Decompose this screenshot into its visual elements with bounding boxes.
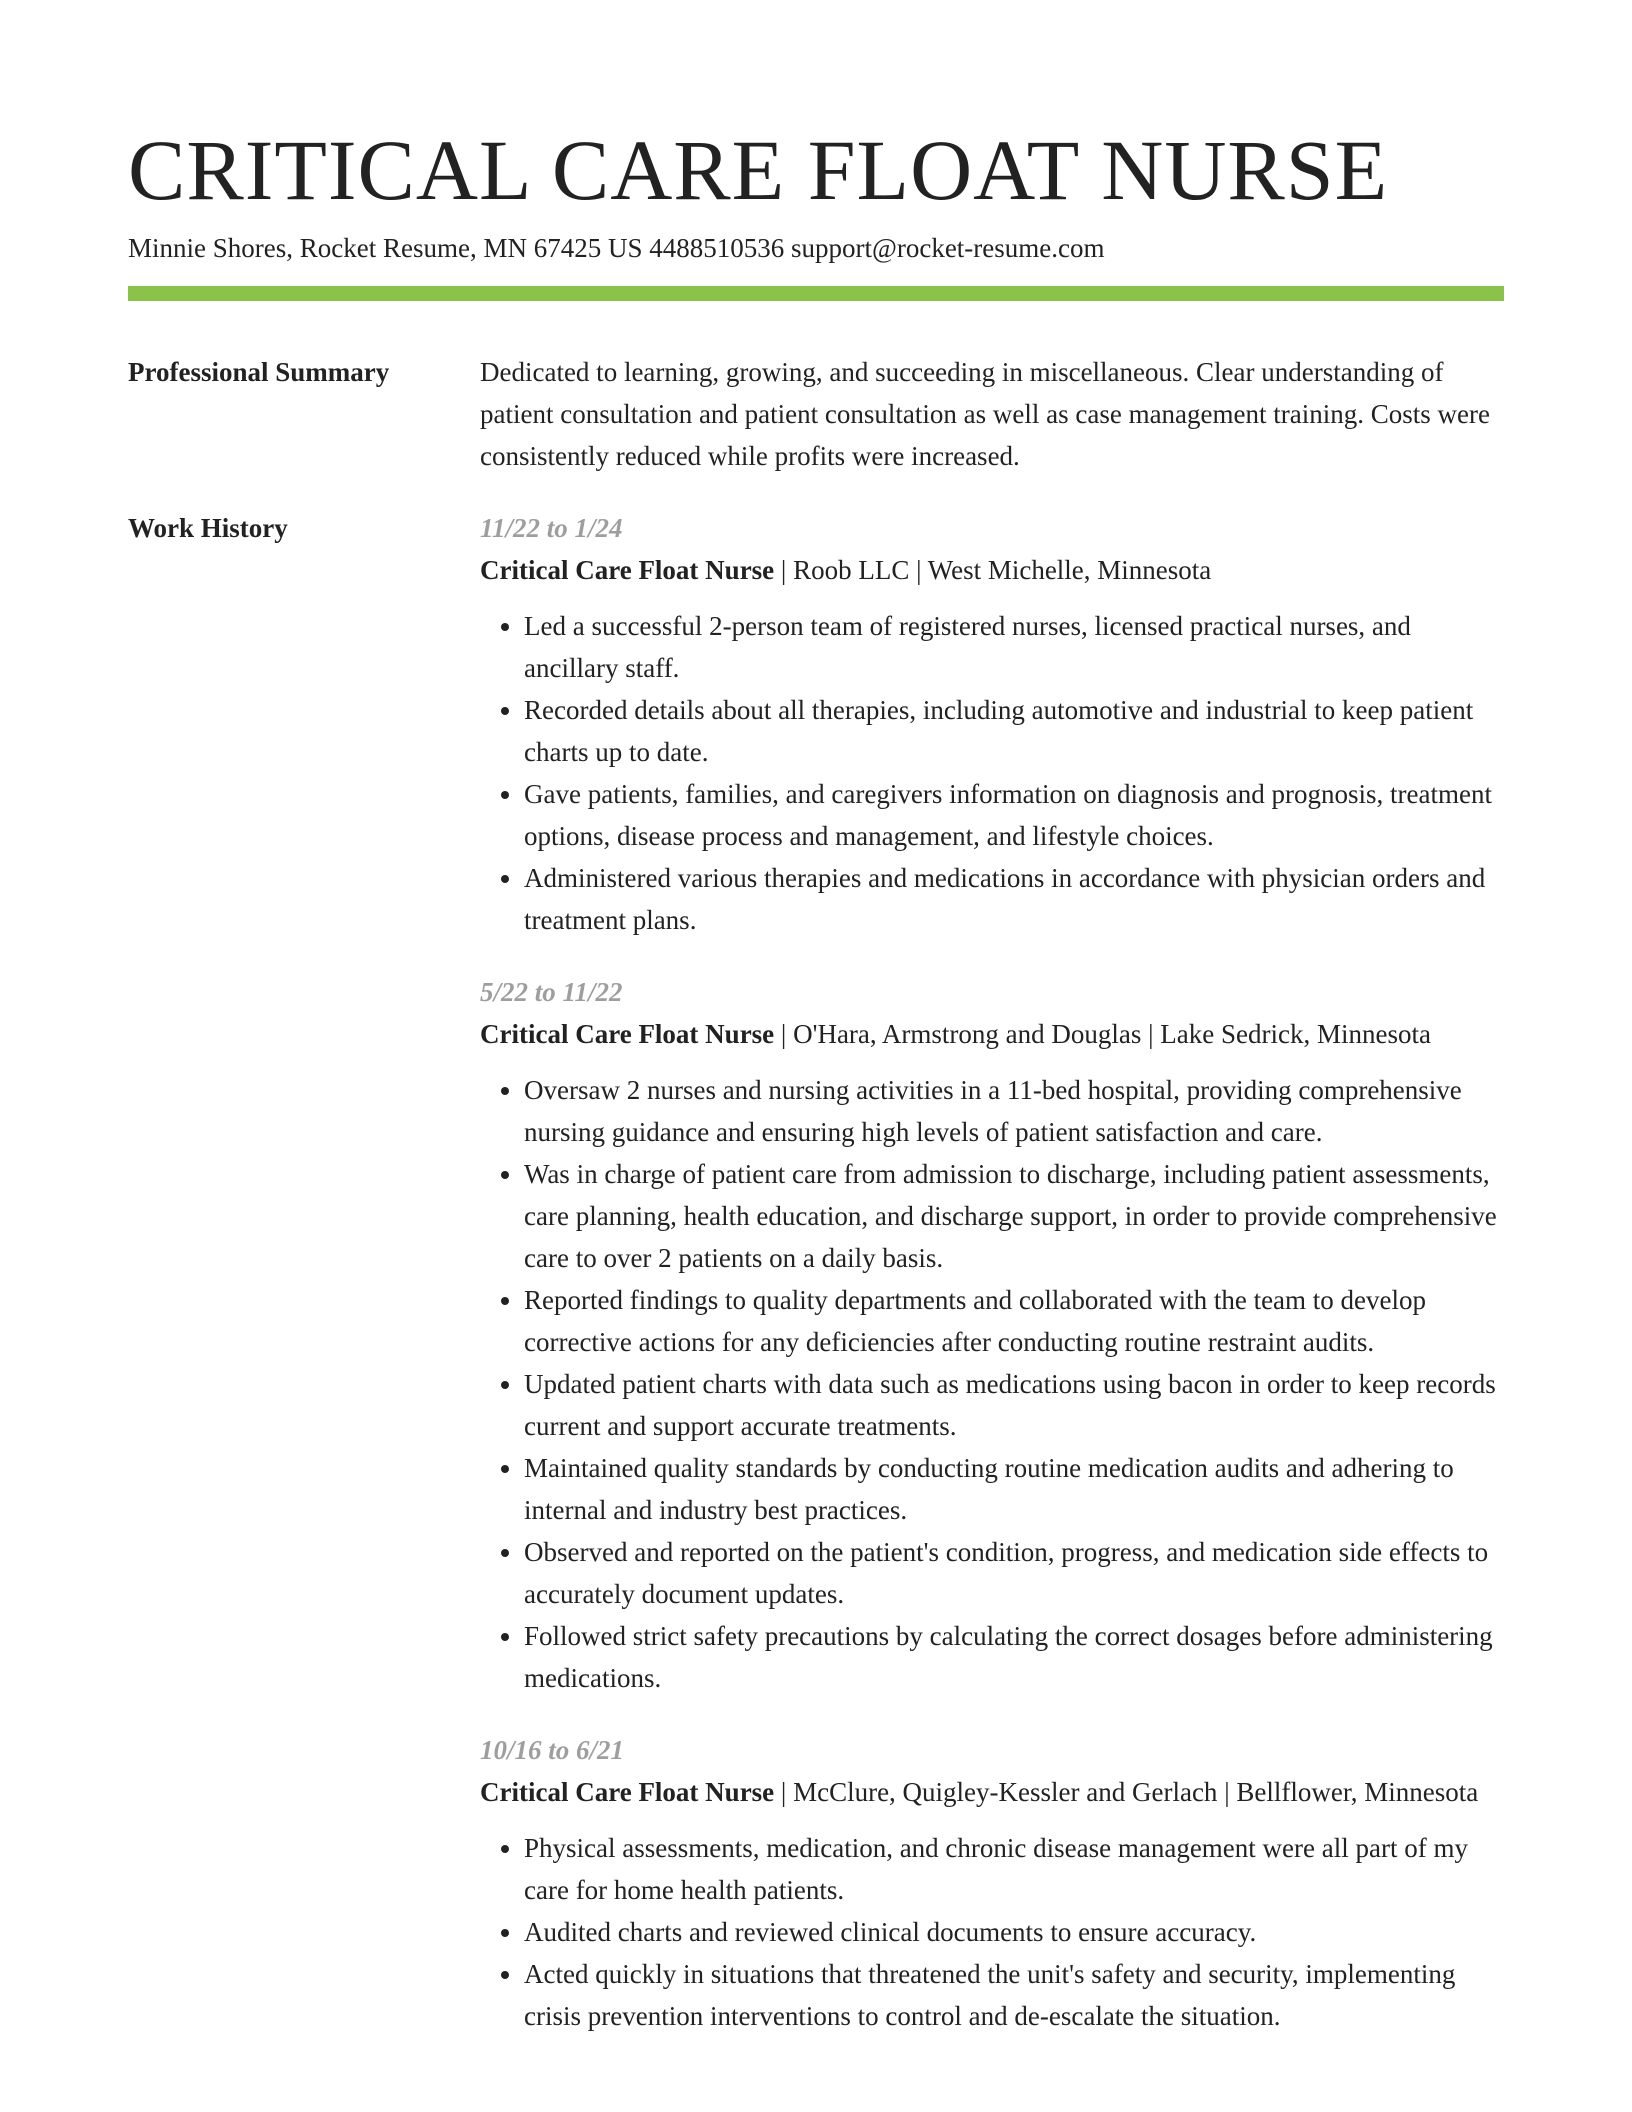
- job-location: Lake Sedrick, Minnesota: [1160, 1019, 1431, 1049]
- job-bullet: • Was in charge of patient care from admission to discharge, including patient assessments, care planning, health education, and discharge support, in order to provide comprehensive care to over 2 patients on a daily basis.: [524, 1153, 1504, 1279]
- job-company: O'Hara, Armstrong and Douglas: [793, 1019, 1142, 1049]
- resume-title: CRITICAL CARE FLOAT NURSE: [128, 122, 1389, 218]
- separator: |: [909, 555, 928, 585]
- summary-body: [480, 351, 1504, 477]
- job-heading: [480, 549, 1504, 591]
- job-bullet: • Reported findings to quality departments and collaborated with the team to develop corrective actions for any deficiencies after conducting routine restraint audits.: [524, 1279, 1504, 1363]
- job-bullet: • Oversaw 2 nurses and nursing activities in a 11-bed hospital, providing comprehensive nursing guidance and ensuring high levels of patient satisfaction and care.: [524, 1069, 1504, 1153]
- job-bullet: • Maintained quality standards by conducting routine medication audits and adhering to internal and industry best practices.: [524, 1447, 1504, 1531]
- accent-divider: [128, 286, 1504, 301]
- job-dates: 5/22 to 11/22: [480, 977, 623, 1007]
- job-bullet: • Acted quickly in situations that threatened the unit's safety and security, implementing crisis prevention interventions to control and de-escalate the situation.: [524, 1953, 1504, 2037]
- job-bullet: • Gave patients, families, and caregivers information on diagnosis and prognosis, treatment options, disease process and management, and lifestyle choices.: [524, 773, 1504, 857]
- job-entry: [480, 507, 1504, 941]
- separator: |: [1141, 1019, 1161, 1049]
- job-dates: 10/16 to 6/21: [480, 1735, 625, 1765]
- work-history-section: [128, 507, 1504, 2067]
- job-location: West Michelle, Minnesota: [927, 555, 1212, 585]
- job-bullet: • Updated patient charts with data such as medications using bacon in order to keep records current and support accurate treatments.: [524, 1363, 1504, 1447]
- separator: |: [1217, 1777, 1237, 1807]
- section-label-work-history: Work History: [128, 513, 288, 543]
- job-title: Critical Care Float Nurse: [480, 1777, 775, 1807]
- job-bullet: • Administered various therapies and medications in accordance with physician orders and treatment plans.: [524, 857, 1504, 941]
- job-bullet: • Led a successful 2-person team of registered nurses, licensed practical nurses, and ancillary staff.: [524, 605, 1504, 689]
- job-bullet: • Recorded details about all therapies, including automotive and industrial to keep patient charts up to date.: [524, 689, 1504, 773]
- job-company: Roob LLC: [793, 555, 910, 585]
- job-company: McClure, Quigley-Kessler and Gerlach: [793, 1777, 1218, 1807]
- job-title: Critical Care Float Nurse: [480, 1019, 775, 1049]
- job-bullet: • Physical assessments, medication, and chronic disease management were all part of my care for home health patients.: [524, 1827, 1504, 1911]
- job-heading: [480, 1013, 1504, 1055]
- job-bullet-list: [480, 1069, 1504, 1699]
- job-dates: 11/22 to 1/24: [480, 513, 623, 543]
- job-bullet: • Audited charts and reviewed clinical documents to ensure accuracy.: [524, 1911, 1504, 1953]
- job-bullet-list: [480, 1827, 1504, 2037]
- job-entry: [480, 971, 1504, 1699]
- separator: |: [774, 555, 794, 585]
- work-history-body: [480, 507, 1504, 2067]
- resume-page: [128, 120, 1504, 2067]
- summary-text: Dedicated to learning, growing, and succeeding in miscellaneous. Clear understanding of patient consultation and patient consultation as well as case management training. Costs were consistently reduced while profits were increased.: [480, 357, 1490, 471]
- section-label-professional-summary: Professional Summary: [128, 357, 390, 387]
- separator: |: [774, 1777, 794, 1807]
- job-bullet: • Followed strict safety precautions by calculating the correct dosages before administering medications.: [524, 1615, 1504, 1699]
- job-heading: [480, 1771, 1504, 1813]
- job-bullet: • Observed and reported on the patient's condition, progress, and medication side effects to accurately document updates.: [524, 1531, 1504, 1615]
- job-title: Critical Care Float Nurse: [480, 555, 775, 585]
- job-location: Bellflower, Minnesota: [1236, 1777, 1479, 1807]
- separator: |: [774, 1019, 794, 1049]
- job-entry: [480, 1729, 1504, 2037]
- job-bullet-list: [480, 605, 1504, 941]
- professional-summary-section: [128, 351, 1504, 477]
- contact-line: Minnie Shores, Rocket Resume, MN 67425 US 4488510536 support@rocket-resume.com: [128, 233, 1105, 263]
